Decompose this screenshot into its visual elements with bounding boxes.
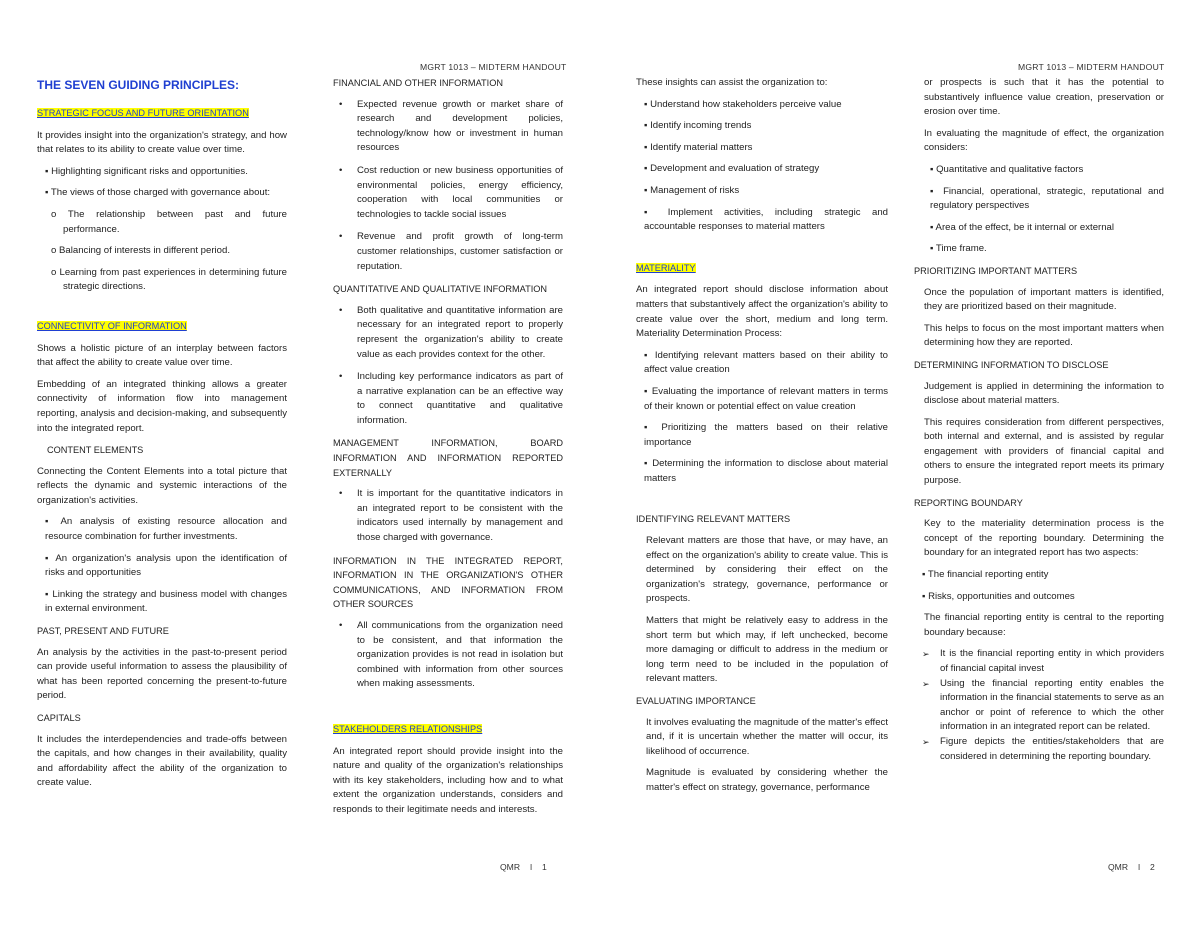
bullet-list: [333, 98, 563, 275]
list-item: ▪ Development and evaluation of strategy: [636, 162, 888, 177]
subheading: FINANCIAL AND OTHER INFORMATION: [333, 78, 503, 88]
page-header: MGRT 1013 – MIDTERM HANDOUT: [1018, 62, 1165, 72]
list-item: ▪ An organization's analysis upon the identification of risks and opportunities: [37, 552, 287, 581]
bullet-list: [333, 619, 563, 692]
subheading: IDENTIFYING RELEVANT MATTERS: [636, 514, 791, 525]
section-title: THE SEVEN GUIDING PRINCIPLES:: [37, 78, 240, 92]
paragraph: It includes the interdependencies and trade-offs between the capitals, and how changes in their availability, quality and affordability affect the ability of the organization to create value.: [37, 733, 287, 789]
arrow-list: [914, 647, 1164, 764]
list-item: ▪ Financial, operational, strategic, reputational and regulatory perspectives: [914, 185, 1164, 214]
paragraph: Shows a holistic picture of an interplay between factors that affect the ability to create value over time.: [37, 342, 287, 369]
heading-strategic-focus: STRATEGIC FOCUS AND FUTURE ORIENTATION: [37, 108, 249, 118]
paragraph: In evaluating the magnitude of effect, the organization considers:: [924, 127, 1164, 154]
footer-initials: QMR: [1108, 862, 1129, 872]
list-item: ➢ It is the financial reporting entity in which providers of financial capital invest: [914, 647, 1164, 676]
list-item: ▪ The financial reporting entity: [914, 568, 1164, 583]
list-item: o The relationship between past and future performance.: [51, 208, 287, 235]
list-item: ▪ Implement activities, including strategic and accountable responses to material matters: [636, 206, 888, 235]
list-item: ▪ Identify incoming trends: [636, 119, 888, 134]
page1-column-left: [37, 78, 287, 798]
list-item: o Learning from past experiences in determining future strategic directions.: [51, 266, 287, 293]
list-item: o Balancing of interests in different period.: [51, 245, 231, 257]
list-item: • Including key performance indicators as part of a narrative explanation can be an effective way to connect quantitative and qualitative information.: [333, 370, 563, 428]
paragraph: An analysis by the activities in the past-to-present period can provide useful information to assess the plausibility of what has been reported concerning the present-to-future period.: [37, 646, 287, 702]
list-item: ▪ An analysis of existing resource allocation and resource combination for further investments.: [37, 515, 287, 544]
footer-separator: l: [530, 862, 532, 872]
page-header: MGRT 1013 – MIDTERM HANDOUT: [420, 62, 567, 72]
subheading: DETERMINING INFORMATION TO DISCLOSE: [914, 359, 1109, 370]
paragraph: An integrated report should provide insight into the nature and quality of the organization's relationships with its key stakeholders, including how and to what extent the organization understands, considers and responds to their legitimate needs and interests.: [333, 745, 563, 815]
paragraph: Magnitude is evaluated by considering whether the matter's effect on strategy, governance, performance: [646, 767, 888, 793]
list-item: ▪ Identify material matters: [636, 141, 888, 156]
footer-initials: QMR: [500, 862, 521, 872]
list-item: ▪ Evaluating the importance of relevant matters in terms of their known or potential effect on value creation: [636, 385, 888, 414]
list-item: ➢ Figure depicts the entities/stakeholders that are considered in determining the reporting boundary.: [914, 735, 1164, 764]
list-item: ▪ Area of the effect, be it internal or external: [914, 221, 1164, 236]
page2-column-right: [914, 76, 1164, 764]
list-item: • Expected revenue growth or market share of research and development policies, technology/know how or investment in human resources: [333, 98, 563, 156]
paragraph: It provides insight into the organization's strategy, and how that relates to its ability to create value over time.: [37, 129, 287, 156]
heading-stakeholders: STAKEHOLDERS RELATIONSHIPS: [333, 723, 483, 734]
page-footer: [500, 862, 547, 872]
page-footer: [1108, 862, 1155, 872]
paragraph: Matters that might be relatively easy to address in the short term but which may, if left unchecked, become more damaging or difficult to address in the medium or long term need to be included in the population of relevant matters.: [646, 615, 888, 685]
subheading: CONTENT ELEMENTS: [47, 445, 144, 456]
paragraph: It involves evaluating the magnitude of the matter's effect and, if it is uncertain whether the matter will occur, its likelihood of occurrence.: [646, 716, 888, 757]
list-item: ▪ Understand how stakeholders perceive value: [636, 98, 888, 113]
paragraph: Once the population of important matters is identified, they are prioritized based on their magnitude.: [924, 286, 1164, 313]
subheading: EVALUATING IMPORTANCE: [636, 696, 756, 706]
page-2: [600, 0, 1200, 927]
page2-column-left: [636, 76, 888, 803]
list-item: ▪ Quantitative and qualitative factors: [914, 163, 1164, 178]
page-number: 2: [1149, 862, 1155, 872]
list-item: ▪ Highlighting significant risks and opportunities.: [37, 165, 287, 180]
list-item: ▪ Determining the information to disclose about material matters: [636, 457, 888, 486]
footer-separator: l: [1138, 862, 1140, 872]
subheading: REPORTING BOUNDARY: [914, 497, 1023, 508]
paragraph: An integrated report should disclose information about matters that substantively affect the organization's ability to create value over the short, medium and long term. Materiality Determination Process:: [636, 284, 888, 340]
paragraph: This requires consideration from different perspectives, both internal and external, and is assisted by regular engagement with providers of financial capital and others to ensure the integrated report meets its primary purpose.: [924, 416, 1164, 487]
paragraph: These insights can assist the organization to:: [636, 77, 828, 88]
list-item: ▪ Prioritizing the matters based on their relative importance: [636, 421, 888, 450]
list-item: • Cost reduction or new business opportunities of environmental policies, energy efficiency, cooperation with local communities or technologies to tackle social issues: [333, 164, 563, 222]
page-number: 1: [541, 862, 547, 872]
list-item: ▪ Time frame.: [914, 242, 1164, 257]
paragraph: Connecting the Content Elements into a total picture that reflects the dynamic and systemic interactions of the organization's activities.: [37, 465, 287, 506]
paragraph: This helps to focus on the most important matters when determining how they are reported.: [924, 322, 1164, 349]
page1-column-right: [333, 76, 563, 825]
list-item: • All communications from the organization need to be consistent, and that information the organization provides is not read in isolation but combined with information from other sources when making assessments.: [333, 619, 563, 692]
list-item: ▪ Management of risks: [636, 184, 888, 199]
subheading: INFORMATION IN THE INTEGRATED REPORT, INFORMATION IN THE ORGANIZATION'S OTHER COMMUNICATIONS, AND INFORMATION FROM OTHER SOURCES: [333, 555, 563, 610]
paragraph: or prospects is such that it has the potential to substantively influence value creation, preservation or erosion over time.: [924, 77, 1164, 118]
heading-connectivity: CONNECTIVITY OF INFORMATION: [37, 320, 187, 331]
paragraph: Embedding of an integrated thinking allows a greater connectivity of information flow into management reporting, analysis and decision-making, and subsequently into the integrated report.: [37, 378, 287, 434]
list-item: • It is important for the quantitative indicators in an integrated report to be consistent with the indicators used internally by management and those charged with governance.: [333, 487, 563, 545]
list-item: ➢ Using the financial reporting entity enables the information in the financial statements to serve as an anchor or point of reference to which the other information in an integrated report can be related.: [914, 677, 1164, 735]
paragraph: Key to the materiality determination process is the concept of the reporting boundary. Determining the boundary for an integrated report has two aspects:: [924, 518, 1164, 559]
paragraph: Judgement is applied in determining the information to disclose about material matters.: [924, 380, 1164, 407]
subheading: MANAGEMENT INFORMATION, BOARD INFORMATION AND INFORMATION REPORTED EXTERNALLY: [333, 438, 563, 478]
paragraph: Relevant matters are those that have, or may have, an effect on the organization's ability to create value. This is determined by considering their effect on the organization's strategy, governance, performance or prospects.: [646, 535, 888, 605]
subheading: PAST, PRESENT AND FUTURE: [37, 626, 169, 637]
list-item: ▪ Identifying relevant matters based on their ability to affect value creation: [636, 349, 888, 378]
list-item: ▪ Linking the strategy and business model with changes in external environment.: [37, 588, 287, 617]
bullet-list: [333, 304, 563, 429]
list-item: ▪ Risks, opportunities and outcomes: [914, 590, 1164, 605]
paragraph: The financial reporting entity is central to the reporting boundary because:: [924, 612, 1164, 638]
list-item: • Revenue and profit growth of long-term customer relationships, customer satisfaction or reputation.: [333, 230, 563, 274]
list-item: • Both qualitative and quantitative information are necessary for an integrated report to properly represent the organization's ability to create value as each provides context for the other.: [333, 304, 563, 362]
subheading: CAPITALS: [37, 713, 81, 723]
subheading: PRIORITIZING IMPORTANT MATTERS: [914, 265, 1078, 276]
list-item: ▪ The views of those charged with governance about:: [37, 186, 287, 201]
bullet-list: [333, 487, 563, 545]
heading-materiality: MATERIALITY: [636, 262, 696, 273]
subheading: QUANTITATIVE AND QUALITATIVE INFORMATION: [333, 284, 548, 295]
